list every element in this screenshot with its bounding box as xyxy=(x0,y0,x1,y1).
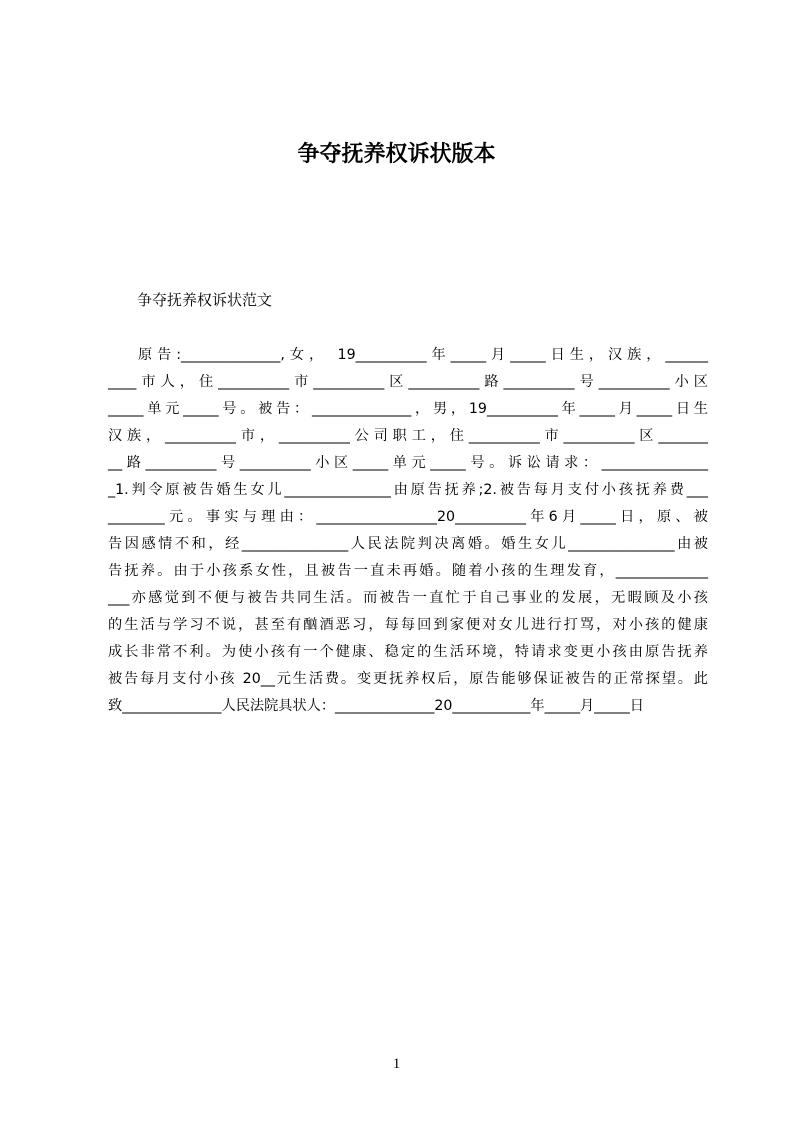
body-line: _____单元_____号。被告：______________，男，19__________年_____月_____日生 xyxy=(108,401,708,417)
document-body xyxy=(108,342,708,720)
body-line: 成长非常不利。为使小孩有一个健康、稳定的生活环境，特请求变更小孩由原告抚养 xyxy=(108,644,708,660)
document-subtitle: 争夺抚养权诉状范文 xyxy=(137,291,273,309)
body-line: ________元。事实与理由：_________________20__________年6月_____日，原、被 xyxy=(108,509,708,525)
body-line: 告因感情不和，经_______________人民法院判决离婚。婚生女儿_______________由被 xyxy=(108,536,708,552)
body-line: 被告每月支付小孩 20__元生活费。变更抚养权后，原告能够保证被告的正常探望。此 xyxy=(108,671,708,687)
body-line: 汉族，__________市，__________公司职工，住__________市__________区_______ xyxy=(108,428,708,444)
page-number: 1 xyxy=(392,1056,401,1072)
body-line: __路__________号__________小区_____单元_____号。诉讼请求：_______________ xyxy=(108,455,708,471)
body-line: ____市人，住__________市__________区__________路__________号__________小区 xyxy=(108,374,708,390)
body-line: ___亦感觉到不便与被告共同生活。而被告一直忙于自己事业的发展，无暇顾及小孩 xyxy=(108,590,708,606)
body-line: _1.判令原被告婚生女儿_______________由原告抚养;2.被告每月支付小孩抚养费___ xyxy=(108,482,708,498)
body-line: 原告:______________,女， 19__________年_____月_____日生，汉族，______ xyxy=(138,347,708,363)
body-line: 告抚养。由于小孩系女性，且被告一直未再婚。随着小孩的生理发育，_____________ xyxy=(108,563,708,579)
body-line: 的生活与学习不说，甚至有酗酒恶习，每每回到家便对女儿进行打骂，对小孩的健康 xyxy=(108,617,708,633)
document-title: 争夺抚养权诉状版本 xyxy=(297,142,496,167)
body-line: 致______________人民法院具状人：______________20___________年_____月_____日 xyxy=(108,698,644,714)
